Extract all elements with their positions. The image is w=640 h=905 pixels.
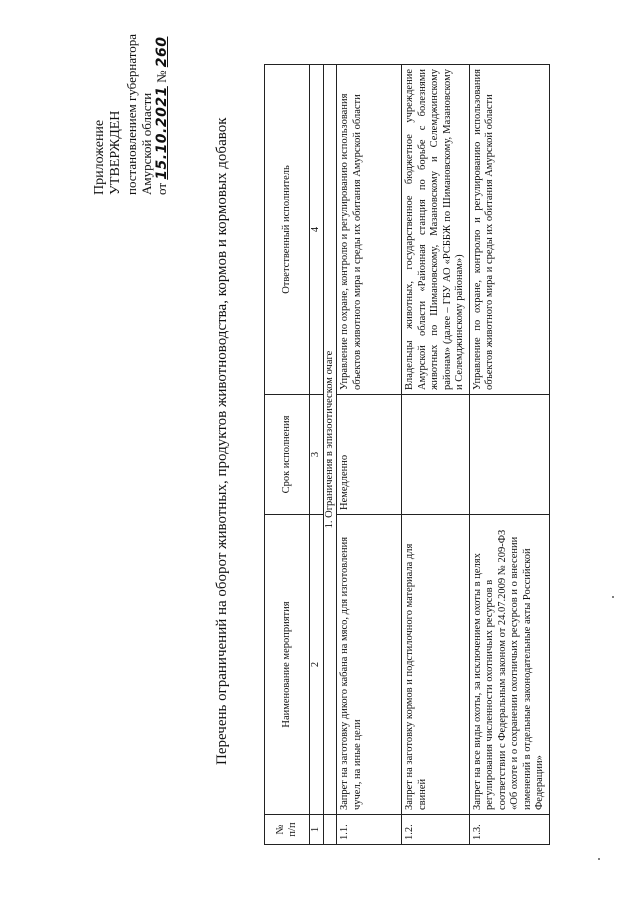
measure-cell: Запрет на заготовку дикого кабана на мясо, для изготовления чучел, на иные цели — [337, 515, 402, 815]
column-number: 3 — [310, 395, 324, 515]
executor-text: Владельцы животных, государственное бюджетное учреждение Амурской области «Районная станция по борьбе с болезнями животных по Шимановскому, Мазановскому и Селемджинскому районам» (далее – ГБУ АО «РСББЖ по Шимановскому, Мазановскому и Селемджинскому районам») — [404, 69, 465, 390]
executor-cell — [337, 65, 402, 395]
column-number: 2 — [310, 515, 324, 815]
approved-label: УТВЕРЖДЕН — [108, 110, 123, 195]
date-number-line — [154, 5, 170, 195]
table-row — [337, 65, 402, 845]
number-prefix: № — [154, 70, 169, 83]
executor-text: Управление по охране, контролю и регулированию использования объектов животного мира и среды их обитания Амурской области — [339, 93, 363, 390]
handwritten-date: 15.10.2021 — [154, 86, 170, 180]
date-prefix: от — [154, 182, 169, 195]
executor-text: Управление по охране, контролю и регулированию использования объектов животного мира и среды их обитания Амурской области — [471, 69, 495, 390]
table-header-row — [265, 65, 310, 845]
scan-speck — [598, 858, 600, 860]
measure-cell: Запрет на заготовку кормов и подстилочного материала для свиней — [402, 515, 470, 815]
column-number: 4 — [310, 65, 324, 395]
executor-cell — [402, 65, 470, 395]
resolution-line: постановлением губернатора — [124, 33, 139, 195]
measure-cell: Запрет на все виды охоты, за исключением охоты в целях регулирования численности охотничьих ресурсов в соответствии с Федеральным законом от 24.07.2009 № 209-ФЗ «Об охоте и о сохранении охотничьих ресурсов и о внесении изменений в отдельные законодательные акты Российской Федерации» — [469, 515, 549, 815]
table-row — [402, 65, 470, 845]
row-number: 1.1. — [337, 815, 402, 845]
section-row — [323, 65, 337, 845]
header-cell: Наименование мероприятия — [265, 515, 310, 815]
section-blank-cell — [323, 815, 337, 845]
column-number: 1 — [310, 815, 324, 845]
header-cell: Срок исполнения — [265, 395, 310, 515]
executor-cell — [469, 65, 549, 395]
document-title: Перечень ограничений на оборот животных, продуктов животноводства, кормов и кормовых добавок — [214, 117, 230, 765]
region-line: Амурской области — [139, 92, 154, 195]
table-row — [469, 65, 549, 845]
row-number: 1.2. — [402, 815, 470, 845]
header-cell: Ответственный исполнитель — [265, 65, 310, 395]
deadline-cell — [469, 395, 549, 515]
header-cell: № п/п — [265, 815, 310, 845]
column-number-row — [310, 65, 324, 845]
section-title: 1. Ограничения в эпизоотическом очаге — [323, 65, 337, 815]
appendix-label: Приложение — [92, 119, 107, 195]
scan-speck — [612, 596, 614, 598]
approval-block — [92, 5, 170, 195]
row-number: 1.3. — [469, 815, 549, 845]
handwritten-number: 260 — [154, 36, 170, 68]
restrictions-table — [264, 64, 550, 845]
deadline-cell — [402, 395, 470, 515]
deadline-cell: Немедленно — [337, 395, 402, 515]
